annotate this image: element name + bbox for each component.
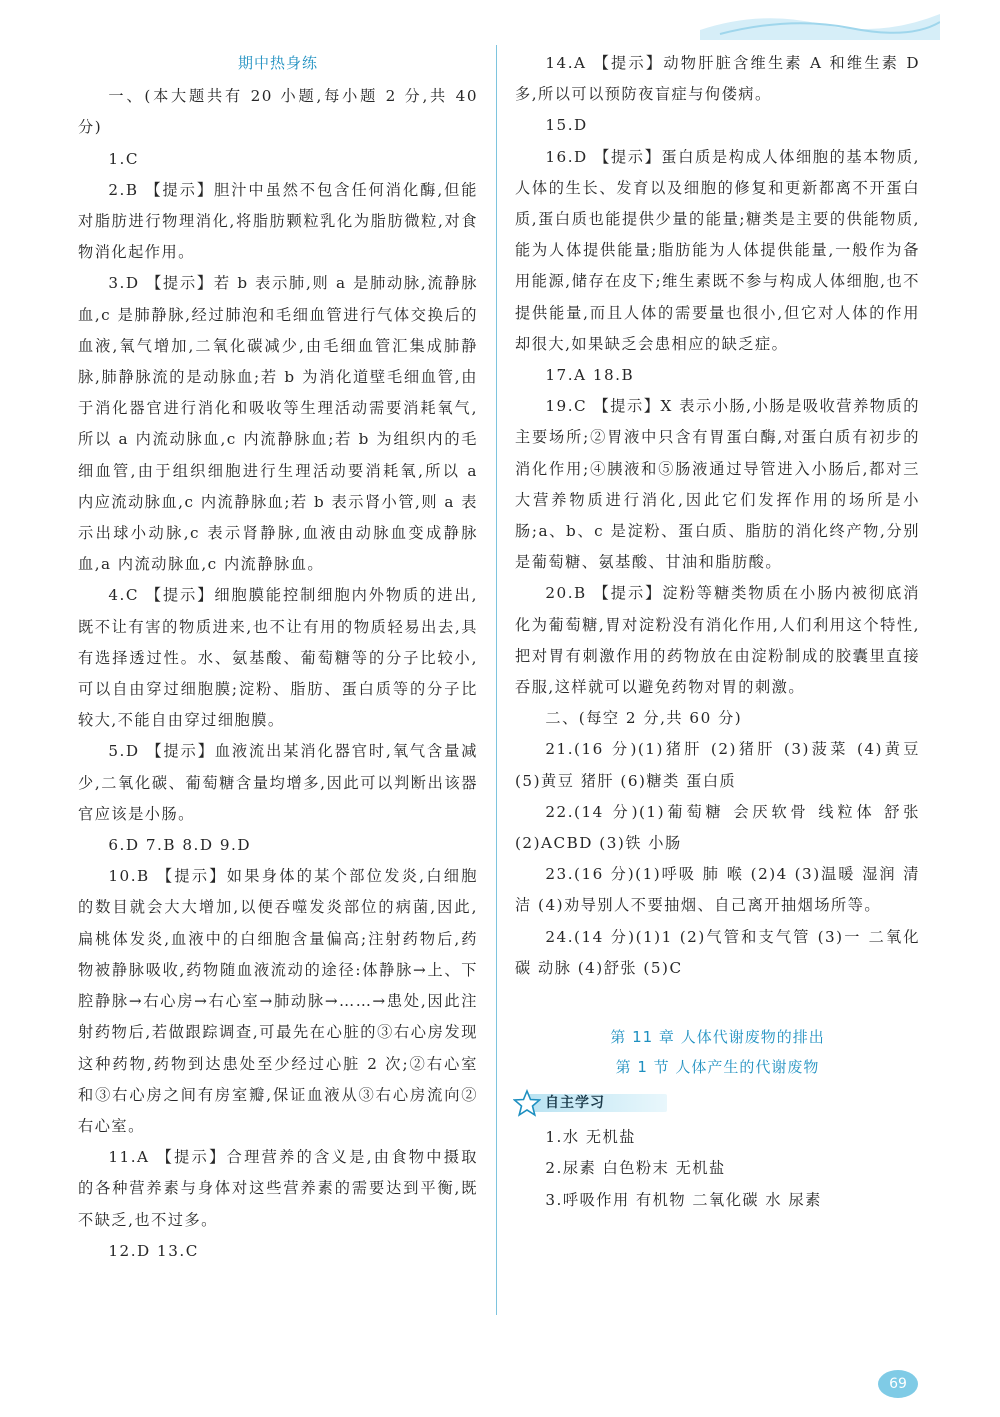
answer-item: 19.C 【提示】X 表示小肠,小肠是吸收营养物质的主要场所;②胃液中只含有胃蛋白酶,对蛋白质有初步的消化作用;④胰液和⑤肠液通过导管进入小肠后,都对三大营养物质进行消化,因此它们发挥作用的场所是小肠;a、b、c 是淀粉、蛋白质、脂肪的消化终产物,分别是葡萄糖、氨基酸、甘油和脂肪酸。 <box>515 397 920 572</box>
section-one-header: 一、(本大题共有 20 小题,每小题 2 分,共 40 分) <box>78 87 478 137</box>
answer-item: 2.B 【提示】胆汁中虽然不包含任何消化酶,但能对脂肪进行物理消化,将脂肪颗粒乳化为脂肪微粒,对食物消化起作用。 <box>78 180 478 262</box>
answer-item: 11.A 【提示】合理营养的含义是,由食物中摄取的各种营养素与身体对这些营养素的需要达到平衡,既不缺乏,也不过多。 <box>78 1148 478 1229</box>
chapter-title: 第 11 章 人体代谢废物的排出 <box>610 1028 825 1047</box>
star-icon <box>513 1089 541 1117</box>
answer-item: 5.D 【提示】血液流出某消化器官时,氧气含量减少,二氧化碳、葡萄糖含量均增多,因此可以判断出该器官应该是小肠。 <box>78 742 478 823</box>
answer-item: 12.D 13.C <box>108 1241 199 1260</box>
spacer <box>515 984 920 1022</box>
answer-item: 1.C <box>108 149 140 168</box>
answer-item: 22.(14 分)(1)葡萄糖 会厌软骨 线粒体 舒张 (2)ACBD (3)铁 小肠 <box>515 802 920 853</box>
answer-item: 14.A 【提示】动物肝脏含维生素 A 和维生素 D 多,所以可以预防夜盲症与佝偻病。 <box>515 54 920 104</box>
answer-item: 24.(14 分)(1)1 (2)气管和支气管 (3)一 二氧化碳 动脉 (4)舒张 (5)C <box>515 927 920 977</box>
answer-item: 2.尿素 白色粉末 无机盐 <box>545 1159 726 1178</box>
answer-item: 1.水 无机盐 <box>545 1128 636 1147</box>
answer-item: 23.(16 分)(1)呼吸 肺 喉 (2)4 (3)温暖 湿润 清洁 (4)劝导别人不要抽烟、自己离开抽烟场所等。 <box>515 865 920 915</box>
answer-item: 21.(16 分)(1)猪肝 (2)猪肝 (3)菠菜 (4)黄豆 (5)黄豆 猪肝 (6)糖类 蛋白质 <box>515 740 920 790</box>
answer-item: 10.B 【提示】如果身体的某个部位发炎,白细胞的数目就会大大增加,以便吞噬发炎部位的病菌,因此,扁桃体发炎,血液中的白细胞含量偏高;注射药物后,药物被静脉吸收,药物随血液流动的途径:体静脉→上、下腔静脉→右心房→右心室→肺动脉→……→患处,因此注射药物后,若做跟踪调查,可最先在心脏的③右心房发现这种药物,药物到达患处至少经过心脏 2 次;②右心室和③右心房之间有房室瓣,保证血液从③右心房流向②右心室。 <box>78 867 478 1135</box>
answer-item: 3.D 【提示】若 b 表示肺,则 a 是肺动脉,流静脉血,c 是肺静脉,经过肺泡和毛细血管进行气体交换后的血液,氧气增加,二氧化碳减少,由毛细血管汇集成肺静脉,肺静脉流的是动脉血;若 b 为消化道壁毛细血管,由于消化器官进行消化和吸收等生理活动需要消耗氧气,所以 a 内流动脉血,c 内流静脉血;若 b 为组织内的毛细血管,由于组织细胞进行生理活动要消耗氧,所以 a 内应流动脉血,c 内流静脉血;若 b 表示肾小管,则 a 表示出球小动脉,c 表示肾静脉,血液由动脉血变成静脉血,a 内流动脉血,c 内流静脉血。 <box>78 274 478 574</box>
left-column <box>78 48 478 1267</box>
answer-item: 20.B 【提示】淀粉等糖类物质在小肠内被彻底消化为葡萄糖,胃对淀粉没有消化作用,人们利用这个特性,把对胃有刺激作用的药物放在由淀粉制成的胶囊里直接吞服,这样就可以避免药物对胃的刺激。 <box>515 584 920 697</box>
banner-label: 自主学习 <box>545 1095 605 1112</box>
section-two-header: 二、(每空 2 分,共 60 分) <box>545 709 743 728</box>
column-divider <box>496 45 497 1315</box>
header-wave-decoration <box>700 0 940 40</box>
section-title: 第 1 节 人体产生的代谢废物 <box>615 1058 820 1077</box>
answer-item: 15.D <box>545 116 588 135</box>
midterm-title: 期中热身练 <box>237 54 318 72</box>
answer-item: 6.D 7.B 8.D 9.D <box>108 836 252 855</box>
answer-item: 3.呼吸作用 有机物 二氧化碳 水 尿素 <box>545 1190 822 1209</box>
page-number: 69 <box>878 1370 918 1398</box>
answer-item: 17.A 18.B <box>545 366 635 385</box>
answer-item: 16.D 【提示】蛋白质是构成人体细胞的基本物质,人体的生长、发育以及细胞的修复和更新都离不开蛋白质,蛋白质也能提供少量的能量;糖类是主要的供能物质,能为人体提供能量;脂肪能为人体提供能量,一般作为备用能源,储存在皮下;维生素既不参与构成人体细胞,也不提供能量,而且人体的需要量也很小,但它对人体的作用却很大,如果缺乏会患相应的缺乏症。 <box>515 147 920 353</box>
right-column <box>515 48 920 1216</box>
self-study-banner <box>513 1090 673 1116</box>
answer-item: 4.C 【提示】细胞膜能控制细胞内外物质的进出,既不让有害的物质进来,也不让有用的物质轻易出去,具有选择透过性。水、氨基酸、葡萄糖等的分子比较小,可以自由穿过细胞膜;淀粉、脂肪、蛋白质等的分子比较大,不能自由穿过细胞膜。 <box>78 586 478 730</box>
